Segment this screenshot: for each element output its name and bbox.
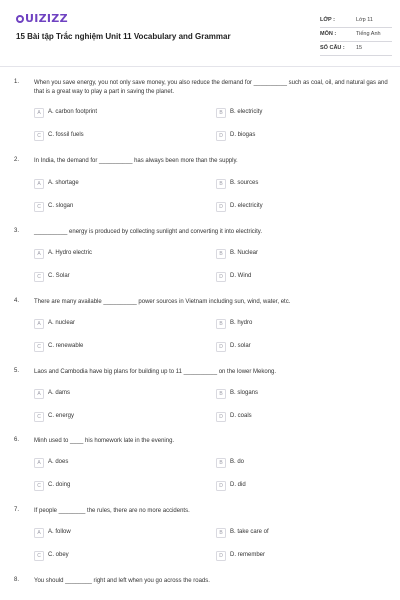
option-a[interactable]	[34, 389, 204, 399]
meta-key: LỚP :	[320, 17, 335, 23]
option-text: D. solar	[230, 343, 251, 349]
option-text: C. renewable	[48, 343, 84, 349]
meta-value: Tiếng Anh	[356, 31, 381, 37]
option-text: C. obey	[48, 552, 69, 558]
meta-row-subject	[320, 28, 392, 42]
option-badge: B	[216, 319, 226, 329]
question-text: __________ energy is produced by collecting sunlight and converting it into electricity.	[34, 229, 263, 235]
option-text: B. hydro	[230, 320, 253, 326]
option-b[interactable]	[216, 389, 386, 399]
option-a[interactable]	[34, 319, 204, 329]
question-6	[0, 437, 400, 507]
option-c[interactable]	[34, 272, 204, 282]
option-badge: B	[216, 458, 226, 468]
option-text: A. nuclear	[48, 320, 76, 326]
option-badge: C	[34, 202, 44, 212]
option-text: A. Hydro electric	[48, 250, 93, 256]
option-text: D. coals	[230, 413, 252, 419]
option-text: D. remember	[230, 552, 266, 558]
option-text: C. slogan	[48, 203, 74, 209]
option-badge: C	[34, 131, 44, 141]
logo-q-icon	[16, 15, 24, 23]
question-number: 3.	[14, 228, 20, 234]
question-number: 4.	[14, 298, 20, 304]
logo-text: UIZIZZ	[25, 12, 68, 25]
option-badge: A	[34, 389, 44, 399]
option-text: D. electricity	[230, 203, 263, 209]
option-text: B. take care of	[230, 529, 269, 535]
option-d[interactable]	[216, 551, 386, 561]
option-text: B. slogans	[230, 390, 259, 396]
question-number: 5.	[14, 368, 20, 374]
option-badge: D	[216, 481, 226, 491]
option-text: D. biogas	[230, 132, 256, 138]
option-badge: A	[34, 179, 44, 189]
option-badge: A	[34, 319, 44, 329]
option-a[interactable]	[34, 108, 204, 118]
question-text: Minh used to ____ his homework late in the evening.	[34, 438, 175, 444]
meta-row-count	[320, 42, 392, 56]
option-b[interactable]	[216, 528, 386, 538]
option-badge: C	[34, 412, 44, 422]
option-c[interactable]	[34, 202, 204, 212]
option-d[interactable]	[216, 272, 386, 282]
quizizz-logo	[16, 12, 68, 25]
option-text: A. does	[48, 459, 69, 465]
document-title: 15 Bài tập Trắc nghiệm Unit 11 Vocabulary and Grammar	[16, 32, 231, 41]
question-number: 7.	[14, 507, 20, 513]
option-b[interactable]	[216, 458, 386, 468]
header-divider	[0, 66, 400, 67]
option-badge: A	[34, 458, 44, 468]
question-number: 2.	[14, 157, 20, 163]
question-text: When you save energy, you not only save money, you also reduce the demand for __________ such as coal, oil, and natural gas and that is a great way to play a part in saving the planet.	[34, 80, 388, 95]
question-number: 6.	[14, 437, 20, 443]
option-badge: D	[216, 412, 226, 422]
option-badge: B	[216, 389, 226, 399]
option-text: A. follow	[48, 529, 71, 535]
option-c[interactable]	[34, 412, 204, 422]
option-badge: B	[216, 249, 226, 259]
option-d[interactable]	[216, 202, 386, 212]
option-badge: A	[34, 249, 44, 259]
option-badge: D	[216, 272, 226, 282]
option-text: A. shortage	[48, 180, 79, 186]
document-header	[0, 0, 400, 64]
option-text: A. dams	[48, 390, 71, 396]
option-a[interactable]	[34, 179, 204, 189]
option-d[interactable]	[216, 481, 386, 491]
option-badge: B	[216, 528, 226, 538]
question-text: If people ________ the rules, there are no more accidents.	[34, 508, 190, 514]
option-text: B. do	[230, 459, 245, 465]
option-text: B. Nuclear	[230, 250, 259, 256]
option-a[interactable]	[34, 249, 204, 259]
option-badge: C	[34, 342, 44, 352]
option-b[interactable]	[216, 249, 386, 259]
question-1	[0, 79, 400, 149]
option-text: D. Wind	[230, 273, 252, 279]
option-badge: A	[34, 108, 44, 118]
option-a[interactable]	[34, 458, 204, 468]
option-text: B. sources	[230, 180, 259, 186]
question-number: 1.	[14, 79, 20, 85]
question-text: You should ________ right and left when you go across the roads.	[34, 578, 210, 584]
question-number: 8.	[14, 577, 20, 583]
meta-value: 15	[356, 45, 363, 51]
option-badge: D	[216, 342, 226, 352]
meta-key: SỐ CÂU :	[320, 45, 345, 51]
question-text: There are many available __________ power sources in Vietnam including sun, wind, water, etc.	[34, 299, 291, 305]
option-c[interactable]	[34, 131, 204, 141]
option-badge: B	[216, 179, 226, 189]
option-text: A. carbon footprint	[48, 109, 98, 115]
option-b[interactable]	[216, 319, 386, 329]
option-badge: C	[34, 551, 44, 561]
option-b[interactable]	[216, 108, 386, 118]
meta-key: MÔN :	[320, 31, 337, 37]
option-text: C. energy	[48, 413, 75, 419]
question-4	[0, 298, 400, 368]
question-text: Laos and Cambodia have big plans for building up to 11 __________ on the lower Mekong.	[34, 369, 277, 375]
option-badge: D	[216, 551, 226, 561]
option-c[interactable]	[34, 551, 204, 561]
option-badge: D	[216, 202, 226, 212]
question-5	[0, 368, 400, 438]
question-7	[0, 507, 400, 577]
question-3	[0, 228, 400, 298]
option-d[interactable]	[216, 131, 386, 141]
question-2	[0, 157, 400, 227]
meta-table	[320, 14, 392, 56]
option-a[interactable]	[34, 528, 204, 538]
option-text: B. electricity	[230, 109, 263, 115]
option-b[interactable]	[216, 179, 386, 189]
question-8	[0, 577, 400, 597]
option-text: C. Solar	[48, 273, 70, 279]
option-c[interactable]	[34, 481, 204, 491]
option-badge: B	[216, 108, 226, 118]
question-text: In India, the demand for __________ has always been more than the supply.	[34, 158, 238, 164]
meta-row-grade	[320, 14, 392, 28]
option-badge: C	[34, 272, 44, 282]
option-badge: C	[34, 481, 44, 491]
option-c[interactable]	[34, 342, 204, 352]
meta-value: Lớp 11	[356, 17, 373, 23]
option-badge: A	[34, 528, 44, 538]
option-badge: D	[216, 131, 226, 141]
option-text: D. did	[230, 482, 246, 488]
option-text: C. doing	[48, 482, 71, 488]
option-text: C. fossil fuels	[48, 132, 84, 138]
option-d[interactable]	[216, 412, 386, 422]
option-d[interactable]	[216, 342, 386, 352]
